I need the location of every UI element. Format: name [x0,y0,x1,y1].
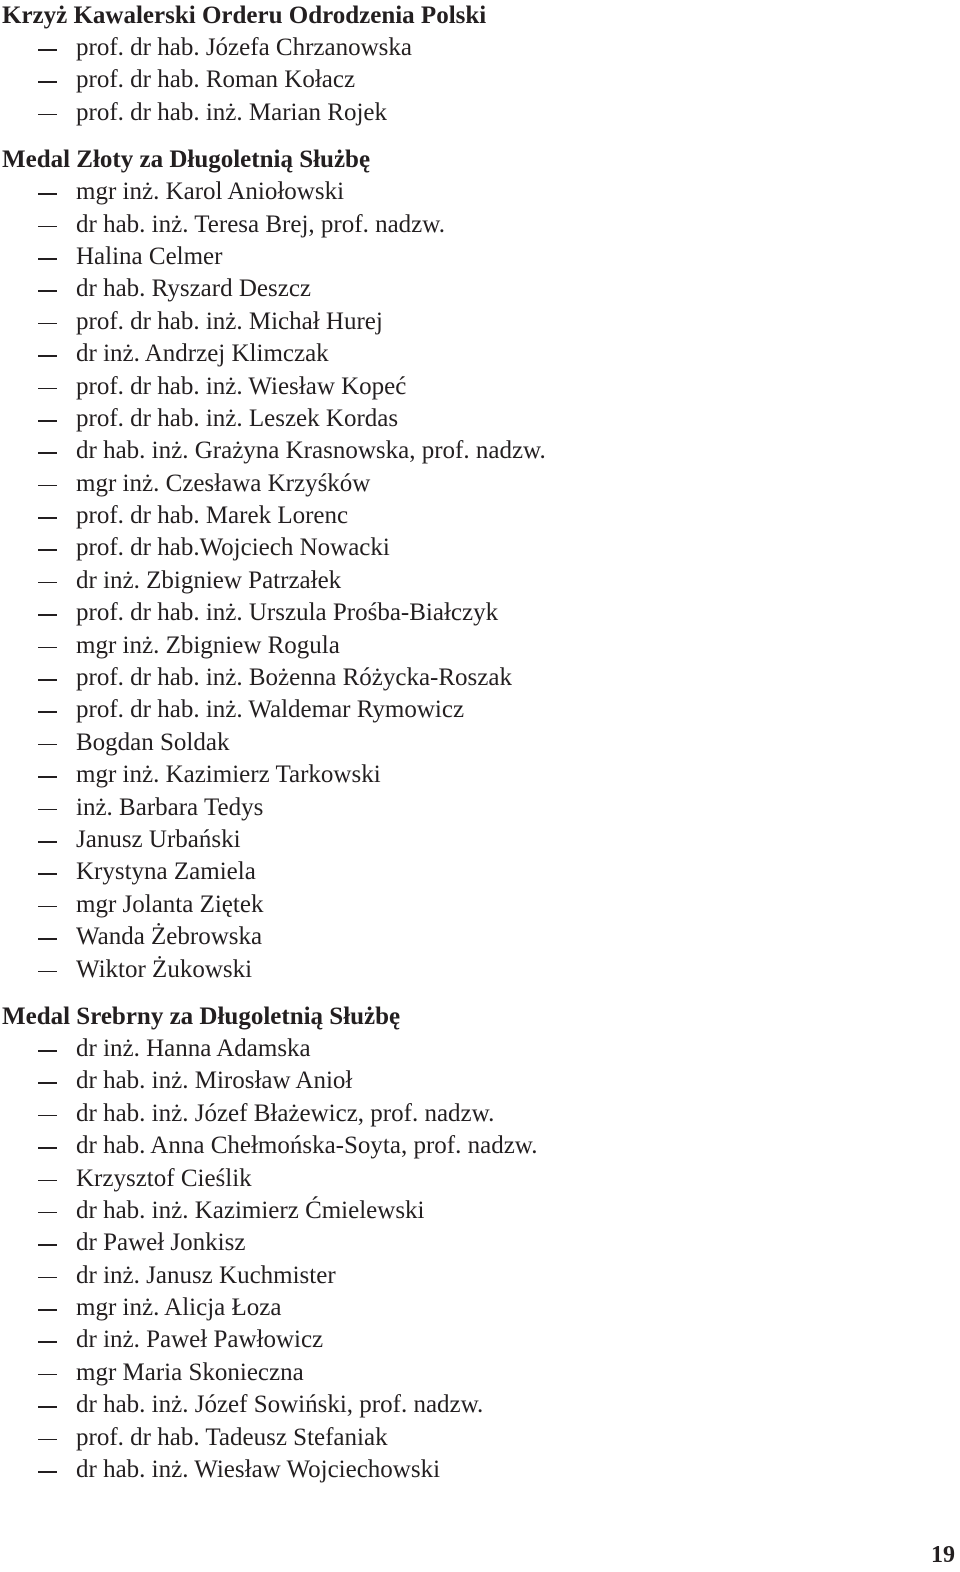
recipient-name: dr inż. Zbigniew Patrzałek [76,566,342,594]
dash-bullet-icon [38,873,57,875]
dash-bullet-icon [38,1471,57,1473]
recipient-name: dr inż. Janusz Kuchmister [76,1261,336,1289]
dash-bullet-icon [38,1309,57,1311]
list-item [0,1065,960,1097]
dash-bullet-icon [38,485,57,487]
recipient-name: Wiktor Żukowski [76,955,253,983]
list-item [0,209,960,241]
recipient-name: dr hab. inż. Wiesław Wojciechowski [76,1456,441,1484]
recipient-name: prof. dr hab. inż. Waldemar Rymowicz [76,696,465,724]
recipient-name: dr hab. inż. Mirosław Anioł [76,1067,353,1095]
dash-bullet-icon [38,1180,57,1182]
dash-bullet-icon [38,1439,57,1441]
list-item [0,1389,960,1421]
list-item [0,306,960,338]
recipient-name: mgr inż. Czesława Krzyśków [76,469,371,497]
dash-bullet-icon [38,114,57,116]
recipient-name: dr Paweł Jonkisz [76,1229,246,1257]
dash-bullet-icon [38,193,57,195]
list-item [0,532,960,564]
recipient-name: mgr Maria Skonieczna [76,1358,304,1386]
recipient-name: prof. dr hab. inż. Marian Rojek [76,98,388,126]
dash-bullet-icon [38,1147,57,1149]
recipient-list [0,32,960,129]
list-item [0,97,960,129]
list-item [0,64,960,96]
recipient-name: dr inż. Andrzej Klimczak [76,340,329,368]
list-item [0,32,960,64]
recipient-list [0,1033,960,1486]
recipient-name: dr hab. inż. Józef Błażewicz, prof. nadzw. [76,1099,495,1127]
award-section [0,0,960,129]
list-item [0,565,960,597]
recipient-name: prof. dr hab. inż. Urszula Prośba-Białczyk [76,599,499,627]
recipient-name: Janusz Urbański [76,825,241,853]
list-item [0,856,960,888]
recipient-name: Krzysztof Cieślik [76,1164,252,1192]
list-item [0,500,960,532]
recipient-name: prof. dr hab. Józefa Chrzanowska [76,34,412,61]
recipient-name: prof. dr hab. Tadeusz Stefaniak [76,1423,388,1451]
list-item [0,824,960,856]
recipient-name: mgr inż. Karol Aniołowski [76,178,345,206]
recipient-name: dr hab. Ryszard Deszcz [76,275,312,303]
dash-bullet-icon [38,1050,57,1052]
recipient-name: dr inż. Hanna Adamska [76,1034,311,1062]
award-section [0,144,960,986]
list-item [0,727,960,759]
dash-bullet-icon [38,647,57,649]
list-item [0,371,960,403]
recipient-name: dr hab. inż. Grażyna Krasnowska, prof. nadzw. [76,437,546,465]
section-title: Medal Złoty za Długoletnią Służbę [2,146,371,174]
dash-bullet-icon [38,679,57,681]
list-item [0,468,960,500]
list-item [0,1454,960,1486]
dash-bullet-icon [38,1115,57,1117]
recipient-name: inż. Barbara Tedys [76,793,264,821]
recipient-name: dr hab. inż. Kazimierz Ćmielewski [76,1196,425,1224]
dash-bullet-icon [38,452,57,454]
list-item [0,273,960,305]
dash-bullet-icon [38,226,57,228]
list-item [0,1357,960,1389]
recipient-name: prof. dr hab. Marek Lorenc [76,502,349,530]
list-item [0,176,960,208]
recipient-name: prof. dr hab. inż. Bożenna Różycka-Roszak [76,664,512,692]
list-item [0,597,960,629]
dash-bullet-icon [38,323,57,325]
list-item [0,694,960,726]
section-title: Medal Srebrny za Długoletnią Służbę [2,1002,401,1030]
recipient-name: dr hab. inż. Teresa Brej, prof. nadzw. [76,210,445,238]
section-spacer [0,129,960,144]
dash-bullet-icon [38,420,57,422]
recipient-name: mgr Jolanta Ziętek [76,890,264,918]
list-item [0,1324,960,1356]
dash-bullet-icon [38,290,57,292]
dash-bullet-icon [38,841,57,843]
list-item [0,954,960,986]
section-title: Krzyż Kawalerski Orderu Odrodzenia Polski [2,2,487,29]
dash-bullet-icon [38,582,57,584]
dash-bullet-icon [38,906,57,908]
list-item [0,662,960,694]
list-item [0,1227,960,1259]
dash-bullet-icon [38,1341,57,1343]
dash-bullet-icon [38,49,57,51]
page-number: 19 [931,1542,955,1568]
list-item [0,792,960,824]
dash-bullet-icon [38,388,57,390]
recipient-name: mgr inż. Alicja Łoza [76,1294,282,1322]
award-section [0,1001,960,1486]
dash-bullet-icon [38,744,57,746]
recipient-name: Wanda Żebrowska [76,923,263,951]
list-item [0,630,960,662]
dash-bullet-icon [38,258,57,260]
list-item [0,338,960,370]
list-item [0,1098,960,1130]
list-item [0,1163,960,1195]
dash-bullet-icon [38,614,57,616]
recipient-name: prof. dr hab. Roman Kołacz [76,66,356,94]
dash-bullet-icon [38,711,57,713]
dash-bullet-icon [38,809,57,811]
dash-bullet-icon [38,1212,57,1214]
list-item [0,759,960,791]
list-item [0,1422,960,1454]
dash-bullet-icon [38,1244,57,1246]
recipient-name: prof. dr hab. inż. Wiesław Kopeć [76,372,407,400]
dash-bullet-icon [38,549,57,551]
list-item [0,921,960,953]
recipient-name: dr hab. inż. Józef Sowiński, prof. nadzw. [76,1391,484,1419]
recipient-name: dr hab. Anna Chełmońska-Soyta, prof. nadzw. [76,1132,538,1160]
list-item [0,435,960,467]
recipient-name: mgr inż. Kazimierz Tarkowski [76,761,381,789]
recipient-name: mgr inż. Zbigniew Rogula [76,631,340,659]
list-item [0,1260,960,1292]
recipient-name: Bogdan Soldak [76,728,230,756]
section-spacer [0,986,960,1001]
list-item [0,1292,960,1324]
recipient-list [0,176,960,986]
recipient-name: prof. dr hab.Wojciech Nowacki [76,534,390,562]
dash-bullet-icon [38,1277,57,1279]
dash-bullet-icon [38,1406,57,1408]
dash-bullet-icon [38,81,57,83]
recipient-name: dr inż. Paweł Pawłowicz [76,1326,324,1354]
recipient-name: prof. dr hab. inż. Michał Hurej [76,307,383,335]
recipient-name: Halina Celmer [76,242,223,270]
dash-bullet-icon [38,355,57,357]
list-item [0,1195,960,1227]
dash-bullet-icon [38,1374,57,1376]
list-item [0,241,960,273]
dash-bullet-icon [38,938,57,940]
dash-bullet-icon [38,517,57,519]
list-item [0,889,960,921]
dash-bullet-icon [38,1082,57,1084]
list-item [0,403,960,435]
recipient-name: prof. dr hab. inż. Leszek Kordas [76,404,399,432]
recipient-name: Krystyna Zamiela [76,858,256,886]
dash-bullet-icon [38,971,57,973]
list-item [0,1033,960,1065]
dash-bullet-icon [38,776,57,778]
list-item [0,1130,960,1162]
